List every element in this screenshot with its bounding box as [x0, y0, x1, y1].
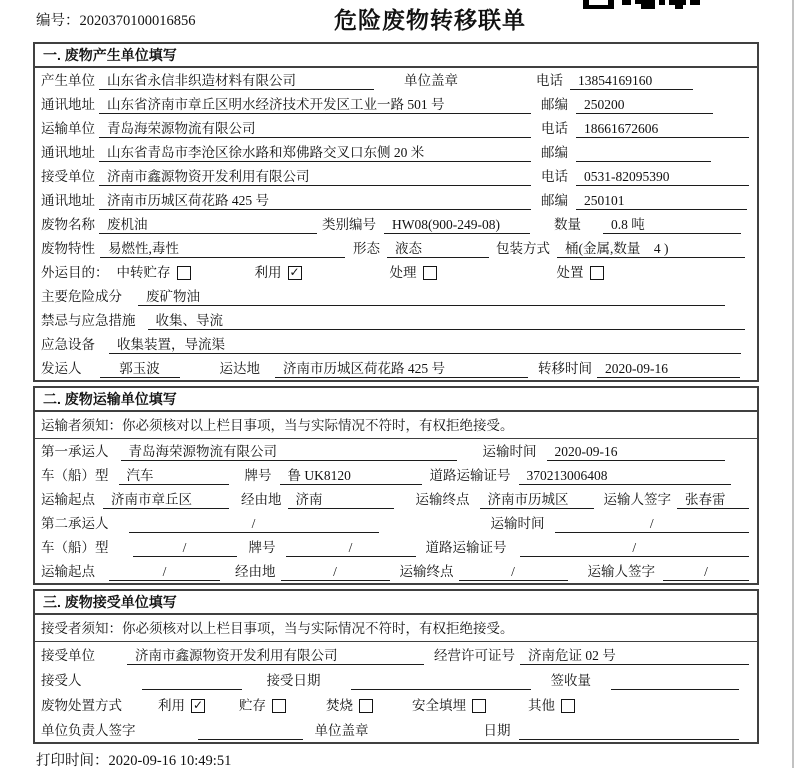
route1-sign-label: 运输人签字	[603, 492, 671, 507]
route2-end-label: 运输终点	[399, 564, 454, 579]
purpose-option-treat-label: 处理	[389, 265, 417, 280]
acceptance-date-value	[351, 671, 531, 690]
row-taboo-measures	[35, 308, 757, 332]
dispatcher-value: 郭玉波	[100, 359, 180, 378]
print-time-label: 打印时间：	[36, 753, 109, 768]
vehicle1-type-value: 汽车	[119, 466, 229, 485]
producer-value: 山东省永信非织造材料有限公司	[99, 71, 374, 90]
waste-packing-label: 包装方式	[496, 241, 550, 256]
dispatcher-label: 发运人	[41, 361, 82, 376]
print-time-value: 2020-09-16 10:49:51	[108, 753, 232, 768]
row-responsible-signature	[35, 717, 757, 742]
transfer-time-value: 2020-09-16	[597, 359, 740, 378]
taboo-measures-value: 收集、导流	[148, 311, 746, 330]
signature-date-label: 日期	[483, 723, 511, 738]
route2-via-label: 经由地	[235, 564, 276, 579]
transporter-address-value: 山东省青岛市李沧区徐水路和郑佛路交叉口东侧 20 米	[99, 143, 531, 162]
checkbox-disposal-other	[561, 699, 575, 713]
row-producer-address	[35, 92, 757, 116]
receiver-zip-value: 250101	[576, 191, 747, 210]
row-transporter-address	[35, 140, 757, 164]
transporter-zip-label: 邮编	[541, 145, 568, 160]
carrier2-value: /	[129, 514, 379, 533]
unit-seal-label: 单位盖章	[404, 73, 458, 88]
row-receiver	[35, 164, 757, 188]
row-carrier2	[35, 511, 757, 535]
page-edge	[792, 0, 794, 768]
checkbox-disposal-store	[272, 699, 286, 713]
purpose-option-transfer-label: 中转贮存	[116, 265, 171, 280]
section3-heading: 三. 废物接受单位填写	[35, 591, 757, 615]
transporter-phone-label: 电话	[541, 121, 568, 136]
signed-amount-label: 签收量	[550, 673, 591, 688]
carrier1-value: 青岛海荣源物流有限公司	[121, 442, 457, 461]
route1-end-value: 济南市历城区	[480, 490, 594, 509]
receiver-zip-label: 邮编	[541, 193, 568, 208]
route2-sign-label: 运输人签字	[587, 564, 655, 579]
vehicle2-plate-value: /	[286, 538, 416, 557]
responsible-signature-label: 单位负责人签字	[41, 723, 136, 738]
row-receiving-unit	[35, 642, 757, 667]
acceptor-value	[142, 671, 242, 690]
checkbox-disposal-use-checked: ✓	[192, 698, 204, 712]
destination-label: 运达地	[219, 361, 260, 376]
signature-date-value	[519, 721, 740, 740]
carrier1-time-value: 2020-09-16	[547, 442, 726, 461]
route2-start-value: /	[109, 562, 220, 581]
carrier2-time-label: 运输时间	[490, 516, 545, 531]
row-acceptance	[35, 667, 757, 692]
serial-value: 2020370100016856	[79, 13, 196, 29]
waste-quantity-label: 数量	[554, 217, 581, 232]
producer-zip-label: 邮编	[541, 97, 568, 112]
producer-zip-value: 250200	[576, 95, 713, 114]
waste-traits-value: 易燃性,毒性	[100, 239, 345, 258]
vehicle1-license-label: 道路运输证号	[429, 468, 511, 483]
unit-seal2-label: 单位盖章	[314, 723, 369, 738]
carrier1-label: 第一承运人	[41, 444, 109, 459]
waste-name-label: 废物名称	[41, 217, 95, 232]
producer-phone-label: 电话	[536, 73, 563, 88]
producer-address-label: 通讯地址	[41, 97, 95, 112]
producer-address-value: 山东省济南市章丘区明水经济技术开发区工业一路 501 号	[99, 95, 531, 114]
emergency-equipment-value: 收集装置，导流渠	[109, 335, 741, 354]
section-transporter	[33, 386, 759, 585]
row-emergency-equipment	[35, 332, 757, 356]
vehicle1-plate-value: 鲁 UK8120	[280, 466, 422, 485]
waste-traits-label: 废物特性	[41, 241, 95, 256]
checkbox-purpose-treat	[423, 266, 437, 280]
row-receiver-address	[35, 188, 757, 212]
section-producer	[33, 42, 759, 382]
form-body	[33, 42, 759, 744]
checkbox-purpose-use-checked: ✓	[289, 265, 300, 279]
disposal-option-use-label: 利用	[158, 698, 185, 713]
receiver-address-value: 济南市历城区荷花路 425 号	[99, 191, 531, 210]
route1-via-label: 经由地	[241, 492, 282, 507]
taboo-measures-label: 禁忌与应急措施	[41, 313, 136, 328]
transporter-zip-value	[576, 143, 711, 162]
receiver-address-label: 通讯地址	[41, 193, 95, 208]
hazard-component-value: 废矿物油	[138, 287, 725, 306]
carrier2-time-value: /	[555, 514, 750, 533]
route2-via-value: /	[281, 562, 390, 581]
carrier2-label: 第二承运人	[41, 516, 109, 531]
route2-start-label: 运输起点	[41, 564, 95, 579]
route2-end-value: /	[459, 562, 568, 581]
operating-license-label: 经营许可证号	[434, 648, 515, 663]
route1-sign-value: 张春雷	[677, 490, 749, 509]
transporter-notice: 运输者须知：你必须核对以上栏目事项，当与实际情况不符时，有权拒绝接受。	[35, 412, 757, 439]
vehicle1-plate-label: 牌号	[244, 468, 272, 483]
transporter-address-label: 通讯地址	[41, 145, 95, 160]
checkbox-purpose-dispose	[590, 266, 604, 280]
qr-code-fragment-icon	[583, 0, 700, 9]
row-route1	[35, 487, 757, 511]
waste-category-value: HW08(900-249-08)	[384, 215, 530, 234]
row-transporter	[35, 116, 757, 140]
waste-name-value: 废机油	[99, 215, 317, 234]
vehicle2-type-value: /	[133, 538, 237, 557]
receiver-notice: 接受者须知：你必须核对以上栏目事项，当与实际情况不符时，有权拒绝接受。	[35, 615, 757, 642]
producer-label: 产生单位	[41, 73, 95, 88]
row-vehicle2	[35, 535, 757, 559]
purpose-option-dispose-label: 处置	[556, 265, 584, 280]
waste-category-label: 类别编号	[322, 217, 376, 232]
receiver-phone-value: 0531-82095390	[576, 167, 749, 186]
vehicle2-type-label: 车（船）型	[41, 540, 109, 555]
row-producer	[35, 68, 757, 92]
receiver-phone-label: 电话	[541, 169, 568, 184]
waste-form-label: 形态	[353, 241, 380, 256]
transporter-phone-value: 18661672606	[576, 119, 749, 138]
acceptance-date-label: 接受日期	[266, 673, 321, 688]
row-route2	[35, 559, 757, 583]
disposal-option-store-label: 贮存	[239, 698, 266, 713]
print-time	[36, 749, 796, 768]
row-waste-traits	[35, 236, 757, 260]
row-disposal-method	[35, 692, 757, 717]
transfer-time-label: 转移时间	[538, 361, 592, 376]
checkbox-disposal-incinerate	[359, 699, 373, 713]
form-header	[0, 0, 796, 42]
row-purpose	[35, 260, 757, 284]
serial-number	[36, 9, 196, 30]
signed-amount-value	[611, 671, 739, 690]
vehicle2-plate-label: 牌号	[248, 540, 276, 555]
operating-license-value: 济南危证 02 号	[520, 646, 749, 665]
transporter-label: 运输单位	[41, 121, 95, 136]
serial-label: 编号：	[36, 13, 80, 29]
carrier1-time-label: 运输时间	[482, 444, 537, 459]
row-hazard-component	[35, 284, 757, 308]
section1-heading: 一. 废物产生单位填写	[35, 44, 757, 68]
waste-form-value: 液态	[387, 239, 489, 258]
purpose-label: 外运目的：	[41, 265, 109, 280]
transporter-value: 青岛海荣源物流有限公司	[99, 119, 531, 138]
disposal-option-landfill-label: 安全填埋	[412, 698, 466, 713]
destination-value: 济南市历城区荷花路 425 号	[275, 359, 528, 378]
receiving-unit-label: 接受单位	[41, 648, 95, 663]
route1-start-value: 济南市章丘区	[103, 490, 229, 509]
receiving-unit-value: 济南市鑫源物资开发利用有限公司	[127, 646, 424, 665]
vehicle1-license-value: 370213006408	[519, 466, 732, 485]
section-receiver	[33, 589, 759, 744]
vehicle2-license-value: /	[520, 538, 750, 557]
emergency-equipment-label: 应急设备	[41, 337, 95, 352]
receiver-value: 济南市鑫源物资开发利用有限公司	[99, 167, 531, 186]
section2-heading: 二. 废物运输单位填写	[35, 388, 757, 412]
route1-end-label: 运输终点	[415, 492, 470, 507]
waste-quantity-value: 0.8 吨	[603, 215, 741, 234]
route1-via-value: 济南	[288, 490, 394, 509]
route2-sign-value: /	[663, 562, 749, 581]
hazard-component-label: 主要危险成分	[41, 289, 122, 304]
row-dispatch	[35, 356, 757, 380]
row-carrier1	[35, 439, 757, 463]
responsible-signature-value	[198, 721, 303, 740]
vehicle2-license-label: 道路运输证号	[425, 540, 507, 555]
row-vehicle1	[35, 463, 757, 487]
page-title: 危险废物转移联单	[334, 7, 526, 33]
row-waste-name	[35, 212, 757, 236]
vehicle1-type-label: 车（船）型	[41, 468, 109, 483]
checkbox-disposal-landfill	[472, 699, 486, 713]
purpose-option-use-label: 利用	[254, 265, 282, 280]
disposal-option-incinerate-label: 焚烧	[326, 698, 353, 713]
receiver-label: 接受单位	[41, 169, 95, 184]
waste-packing-value: 桶(金属,数量 4 )	[557, 239, 745, 258]
disposal-option-other-label: 其他	[528, 698, 555, 713]
acceptor-label: 接受人	[41, 673, 82, 688]
producer-phone-value: 13854169160	[570, 71, 693, 90]
disposal-method-label: 废物处置方式	[41, 698, 122, 713]
checkbox-purpose-transfer	[177, 266, 191, 280]
route1-start-label: 运输起点	[41, 492, 95, 507]
